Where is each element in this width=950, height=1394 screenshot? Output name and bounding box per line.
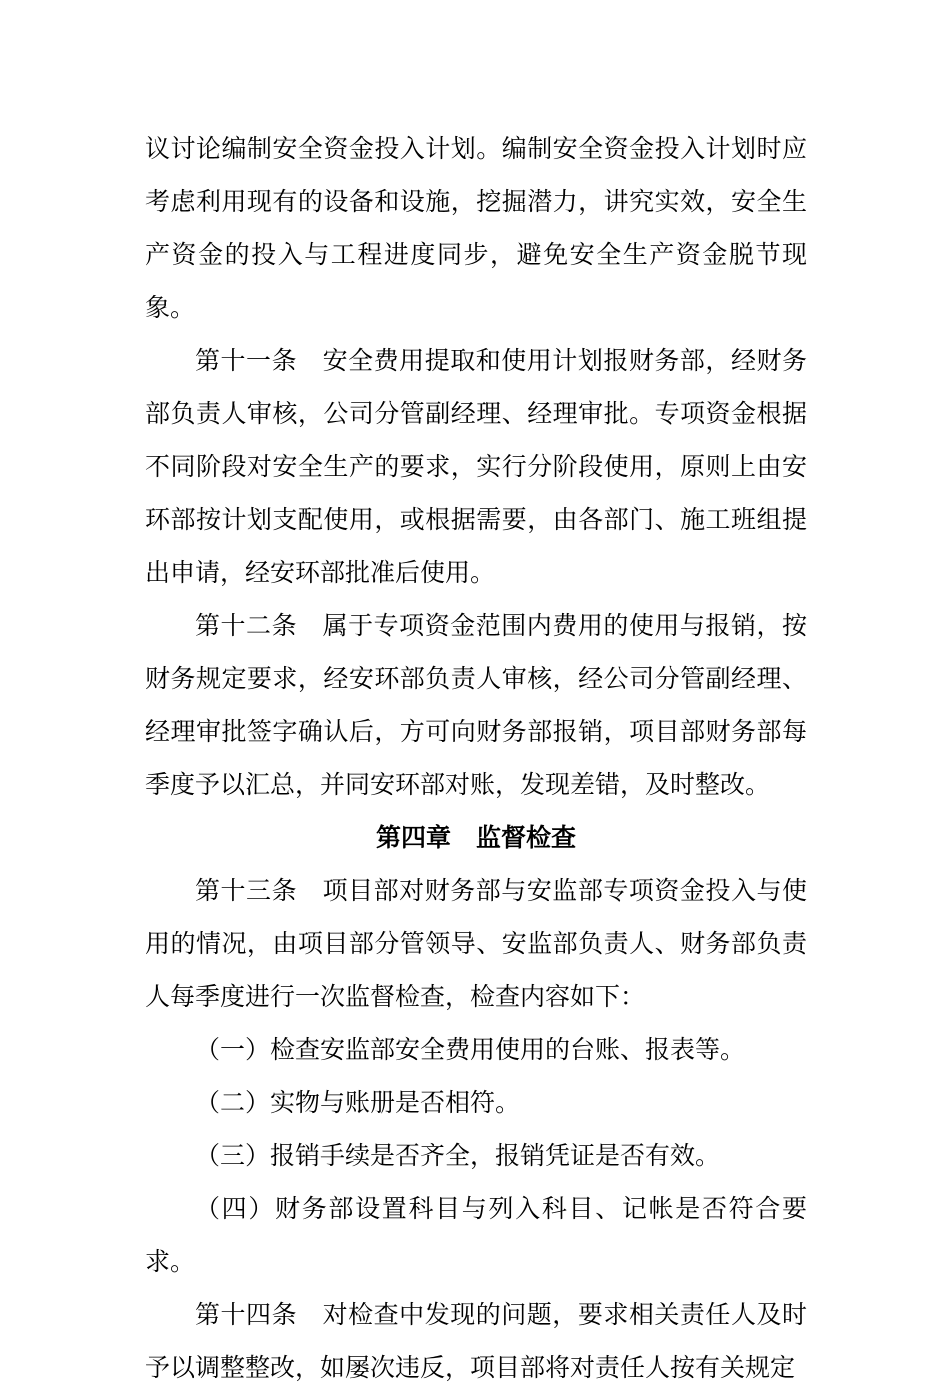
check-item-1: （一）检查安监部安全费用使用的台账、报表等。 — [195, 1035, 746, 1064]
article-11-paragraph: 第十一条 安全费用提取和使用计划报财务部，经财务部负责人审核，公司分管副经理、经理审批。专项资金根据不同阶段对安全生产的要求，实行分阶段使用，原则上由安环部按计划支配使用，或根据需要，由各部门、施工班组提出申请，经安环部批准后使用。 — [145, 346, 807, 587]
continuation-paragraph: 议讨论编制安全资金投入计划。编制安全资金投入计划时应考虑利用现有的设备和设施，挖掘潜力，讲究实效，安全生产资金的投入与工程进度同步，避免安全生产资金脱节现象。 — [145, 134, 807, 322]
chapter-heading: 第四章 监督检查 — [375, 823, 576, 852]
check-item-4: （四）财务部设置科目与列入科目、记帐是否符合要求。 — [145, 1194, 807, 1276]
document-page — [145, 122, 807, 1394]
article-13-paragraph: 第十三条 项目部对财务部与安监部专项资金投入与使用的情况，由项目部分管领导、安监部负责人、财务部负责人每季度进行一次监督检查，检查内容如下： — [145, 876, 807, 1011]
check-item-3: （三）报销手续是否齐全，报销凭证是否有效。 — [195, 1141, 721, 1170]
article-14-paragraph: 第十四条 对检查中发现的问题，要求相关责任人及时予以调整整改，如屡次违反，项目部将对责任人按有关规定 — [145, 1300, 807, 1382]
article-12-paragraph: 第十二条 属于专项资金范围内费用的使用与报销，按财务规定要求，经安环部负责人审核，经公司分管副经理、经理审批签字确认后，方可向财务部报销，项目部财务部每季度予以汇总，并同安环部对账，发现差错，及时整改。 — [145, 611, 807, 799]
check-item-2: （二）实物与账册是否相符。 — [195, 1088, 521, 1117]
